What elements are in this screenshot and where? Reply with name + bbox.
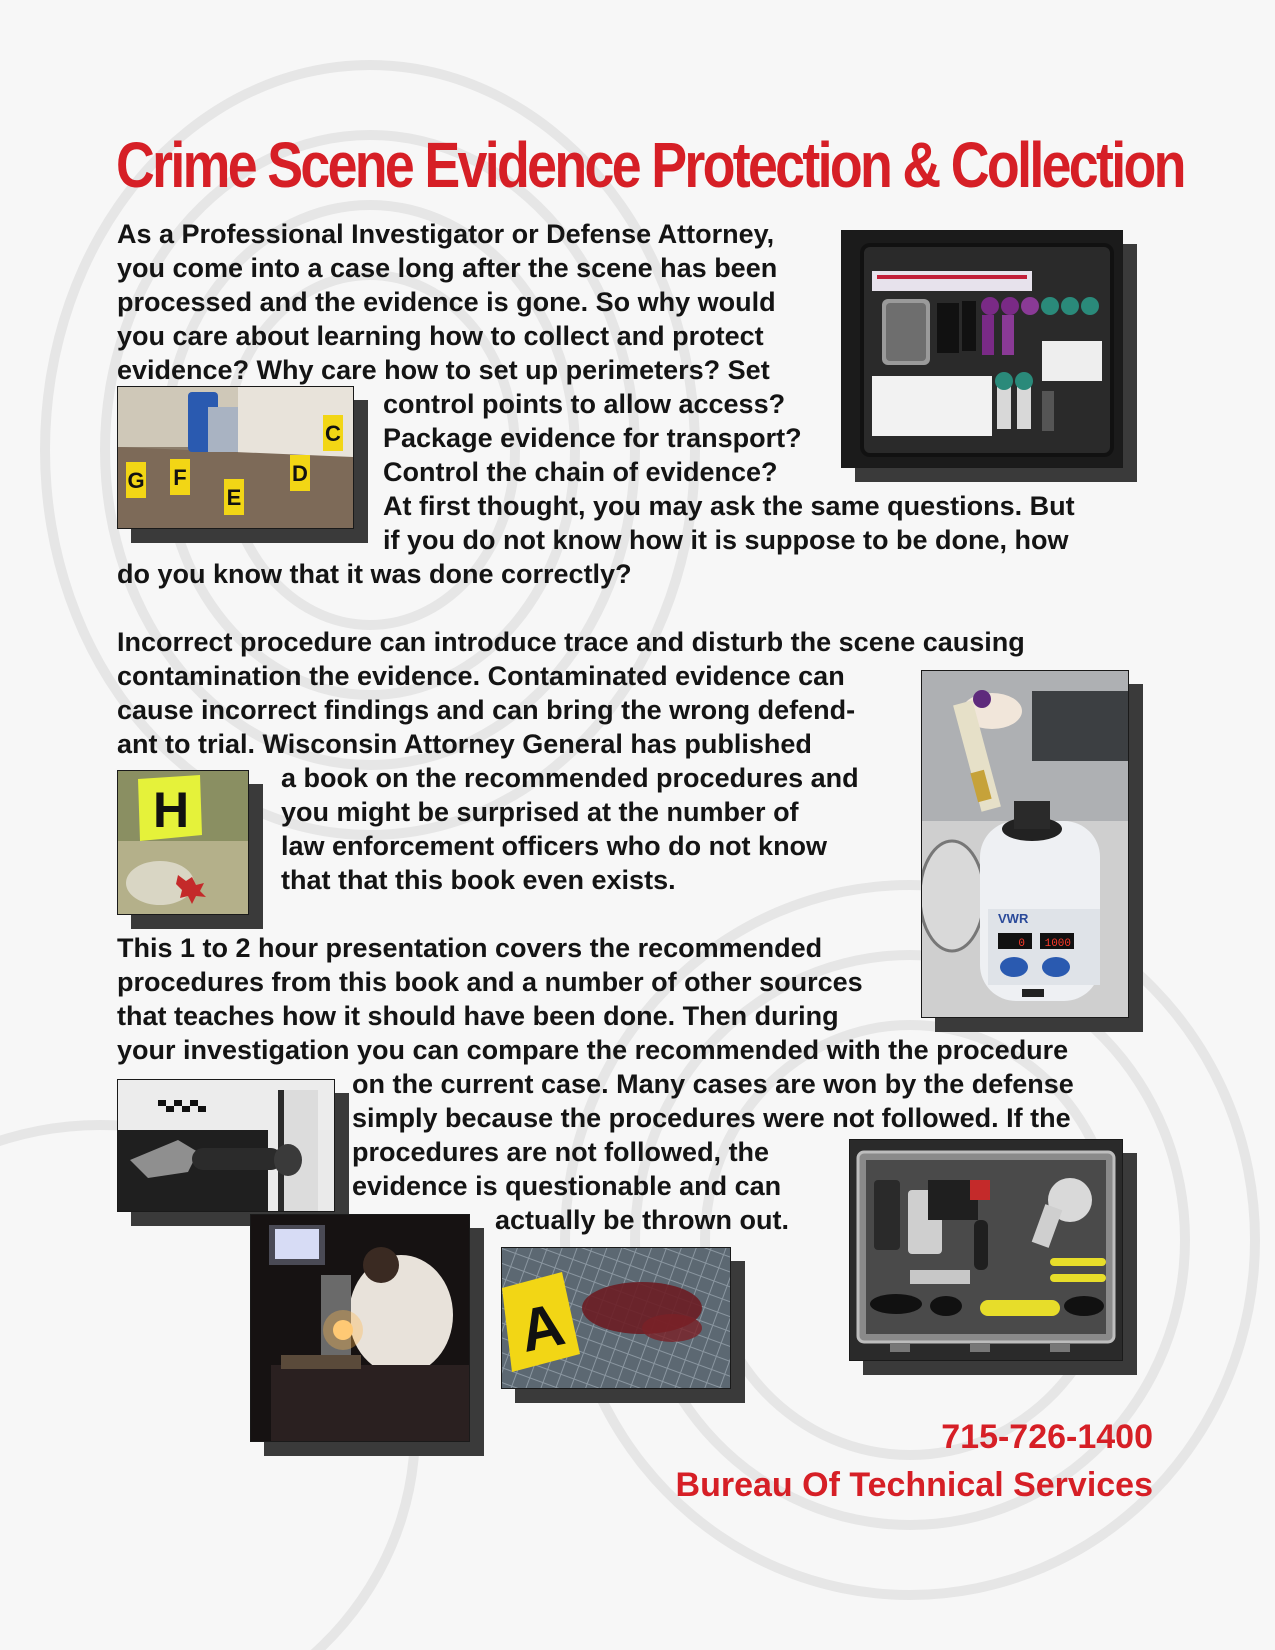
display-left: 0 — [1018, 938, 1025, 950]
evidence-markers-photo — [117, 386, 354, 529]
text-line: you care about learning how to collect and protect — [117, 321, 764, 351]
tool-case-photo — [849, 1139, 1123, 1361]
text-line: your investigation you can compare the recommended with the procedure — [117, 1035, 1069, 1065]
text-line: law enforcement officers who do not know — [281, 831, 828, 861]
display-right: 1000 — [1044, 938, 1071, 950]
marker-label: F — [173, 465, 187, 490]
marker-h-photo — [117, 770, 249, 915]
text-line: that teaches how it should have been done. Then during — [117, 1001, 839, 1031]
brand-label: VWR — [998, 911, 1029, 926]
text-line: Package evidence for transport? — [383, 423, 802, 453]
text-line: evidence is questionable and can — [352, 1171, 782, 1201]
text-line: control points to allow access? — [383, 389, 786, 419]
text-line: simply because the procedures were not followed. If the — [352, 1103, 1071, 1133]
vortex-mixer-photo — [921, 670, 1129, 1018]
text-line: evidence? Why care how to set up perimeters? Set — [117, 355, 770, 385]
text-line: a book on the recommended procedures and — [281, 763, 859, 793]
text-line: Incorrect procedure can introduce trace and disturb the scene causing — [117, 627, 1025, 657]
marker-label: H — [152, 782, 190, 838]
text-line: do you know that it was done correctly? — [117, 559, 632, 589]
text-line: Control the chain of evidence? — [383, 457, 778, 487]
text-line: ant to trial. Wisconsin Attorney General has published — [117, 729, 812, 759]
text-line: you come into a case long after the scene has been — [117, 253, 778, 283]
text-line: procedures are not followed, the — [352, 1137, 770, 1167]
text-line: on the current case. Many cases are won by the defense — [352, 1069, 1074, 1099]
text-line: At first thought, you may ask the same questions. But — [383, 491, 1075, 521]
text-line: As a Professional Investigator or Defense Attorney, — [117, 219, 775, 249]
text-line: if you do not know how it is suppose to be done, how — [383, 525, 1069, 555]
text-line: actually be thrown out. — [495, 1205, 790, 1235]
text-line: you might be surprised at the number of — [281, 797, 799, 827]
text-line: that that this book even exists. — [281, 865, 676, 895]
marker-label: G — [127, 468, 145, 493]
evidence-kit-photo — [841, 230, 1123, 468]
microscope-photo — [250, 1214, 470, 1442]
text-line: procedures from this book and a number of other sources — [117, 967, 863, 997]
contact-phone: 715-726-1400 — [941, 1418, 1153, 1456]
marker-label: A — [513, 1290, 571, 1365]
marker-label: C — [325, 421, 341, 446]
marker-label: D — [292, 461, 308, 486]
knife-scale-photo — [117, 1079, 335, 1212]
contact-organization: Bureau Of Technical Services — [675, 1466, 1153, 1504]
text-line: contamination the evidence. Contaminated evidence can — [117, 661, 845, 691]
marker-a-photo — [501, 1247, 731, 1389]
text-line: cause incorrect findings and can bring the wrong defend- — [117, 695, 856, 725]
marker-label: E — [226, 485, 242, 510]
text-line: processed and the evidence is gone. So why would — [117, 287, 776, 317]
flyer-title: Crime Scene Evidence Protection & Collection — [116, 129, 1184, 201]
text-line: This 1 to 2 hour presentation covers the recommended — [117, 933, 823, 963]
